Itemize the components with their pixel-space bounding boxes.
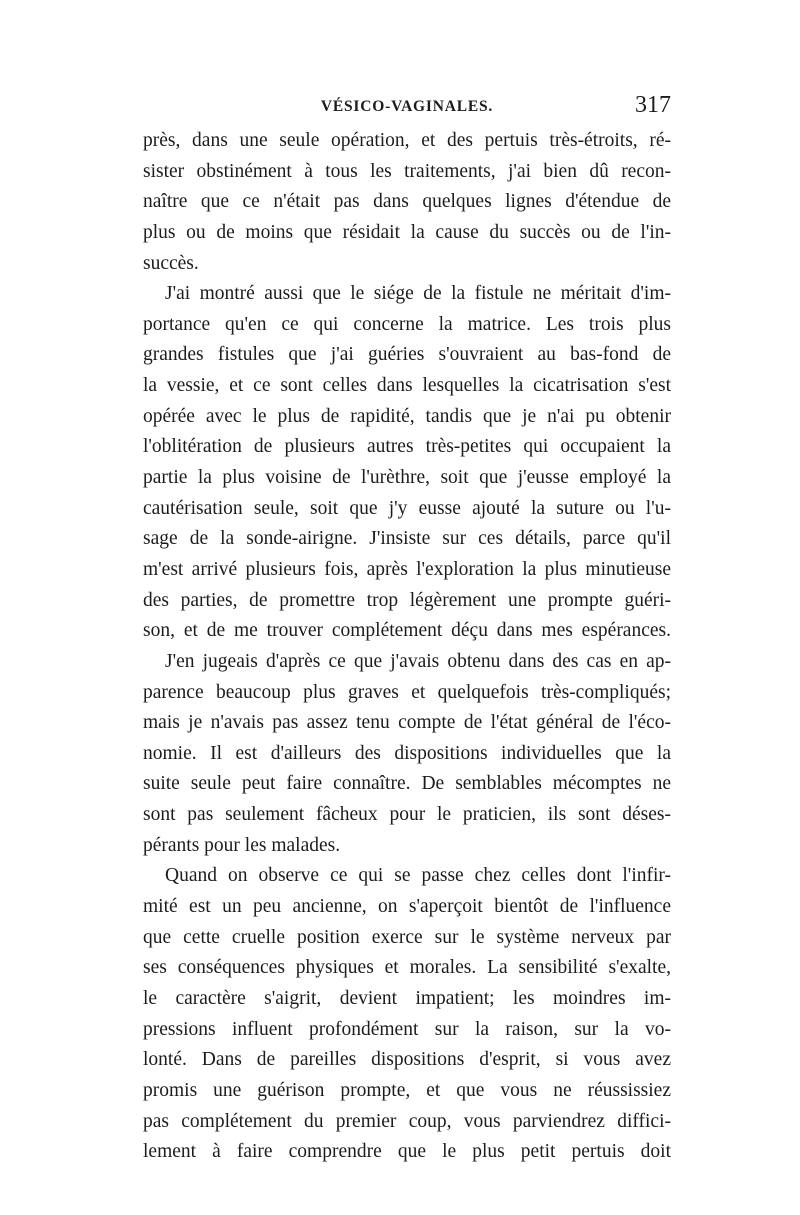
text-line: parence beaucoup plus graves et quelquefois très-compliqués; <box>143 681 671 703</box>
text-line: grandes fistules que j'ai guéries s'ouvraient au bas-fond de <box>143 344 671 366</box>
text-line: portance qu'en ce qui concerne la matrice. Les trois plus <box>143 313 671 335</box>
text-line: le caractère s'aigrit, devient impatient; les moindres im- <box>143 987 671 1009</box>
text-line: mais je n'avais pas assez tenu compte de l'état général de l'éco- <box>143 712 671 734</box>
text-line: lement à faire comprendre que le plus petit pertuis doit <box>143 1141 671 1163</box>
text-line: suite seule peut faire connaître. De semblables mécomptes ne <box>143 773 671 795</box>
text-line: l'oblitération de plusieurs autres très-petites qui occupaient la <box>143 436 671 458</box>
text-line: lonté. Dans de pareilles dispositions d'esprit, si vous avez <box>143 1049 671 1071</box>
text-line: nomie. Il est d'ailleurs des dispositions individuelles que la <box>143 742 671 764</box>
text-line: Quand on observe ce qui se passe chez celles dont l'infir- <box>165 865 671 887</box>
body-text <box>143 126 671 1168</box>
text-line: son, et de me trouver complétement déçu dans mes espérances. <box>143 620 671 642</box>
text-line: pas complétement du premier coup, vous parviendrez diffici- <box>143 1110 671 1132</box>
text-line: des parties, de promettre trop légèrement une prompte guéri- <box>143 589 671 611</box>
text-line: pressions influent profondément sur la raison, sur la vo- <box>143 1018 671 1040</box>
text-line: J'ai montré aussi que le siége de la fistule ne méritait d'im- <box>165 283 671 305</box>
page-number: 317 <box>635 92 671 118</box>
text-line: opérée avec le plus de rapidité, tandis que je n'ai pu obtenir <box>143 405 671 427</box>
text-line: pérants pour les malades. <box>143 834 341 856</box>
text-line: la vessie, et ce sont celles dans lesquelles la cicatrisation s'est <box>143 375 671 397</box>
text-line: promis une guérison prompte, et que vous ne réussissiez <box>143 1079 671 1101</box>
running-head <box>143 92 671 122</box>
text-line: succès. <box>143 252 199 274</box>
text-line: près, dans une seule opération, et des pertuis très-étroits, ré- <box>143 130 671 151</box>
text-line: m'est arrivé plusieurs fois, après l'exploration la plus minutieuse <box>143 558 671 580</box>
text-line: partie la plus voisine de l'urèthre, soit que j'eusse employé la <box>143 467 671 489</box>
text-line: sage de la sonde-airigne. J'insiste sur ces détails, parce qu'il <box>143 528 671 550</box>
text-line: naître que ce n'était pas dans quelques lignes d'étendue de <box>143 191 671 213</box>
text-line: mité est un peu ancienne, on s'aperçoit bientôt de l'influence <box>143 896 671 918</box>
text-line: sister obstinément à tous les traitements, j'ai bien dû recon- <box>143 160 671 182</box>
running-title: VÉSICO-VAGINALES. <box>320 98 494 115</box>
text-line: plus ou de moins que résidait la cause du succès ou de l'in- <box>143 221 671 243</box>
text-line: sont pas seulement fâcheux pour le praticien, ils sont déses- <box>143 804 671 826</box>
text-line: J'en jugeais d'après ce que j'avais obtenu dans des cas en ap- <box>165 650 671 672</box>
text-line: cautérisation seule, soit que j'y eusse ajouté la suture ou l'u- <box>143 497 671 519</box>
text-line: ses conséquences physiques et morales. La sensibilité s'exalte, <box>143 957 671 979</box>
text-line: que cette cruelle position exerce sur le système nerveux par <box>143 926 671 948</box>
